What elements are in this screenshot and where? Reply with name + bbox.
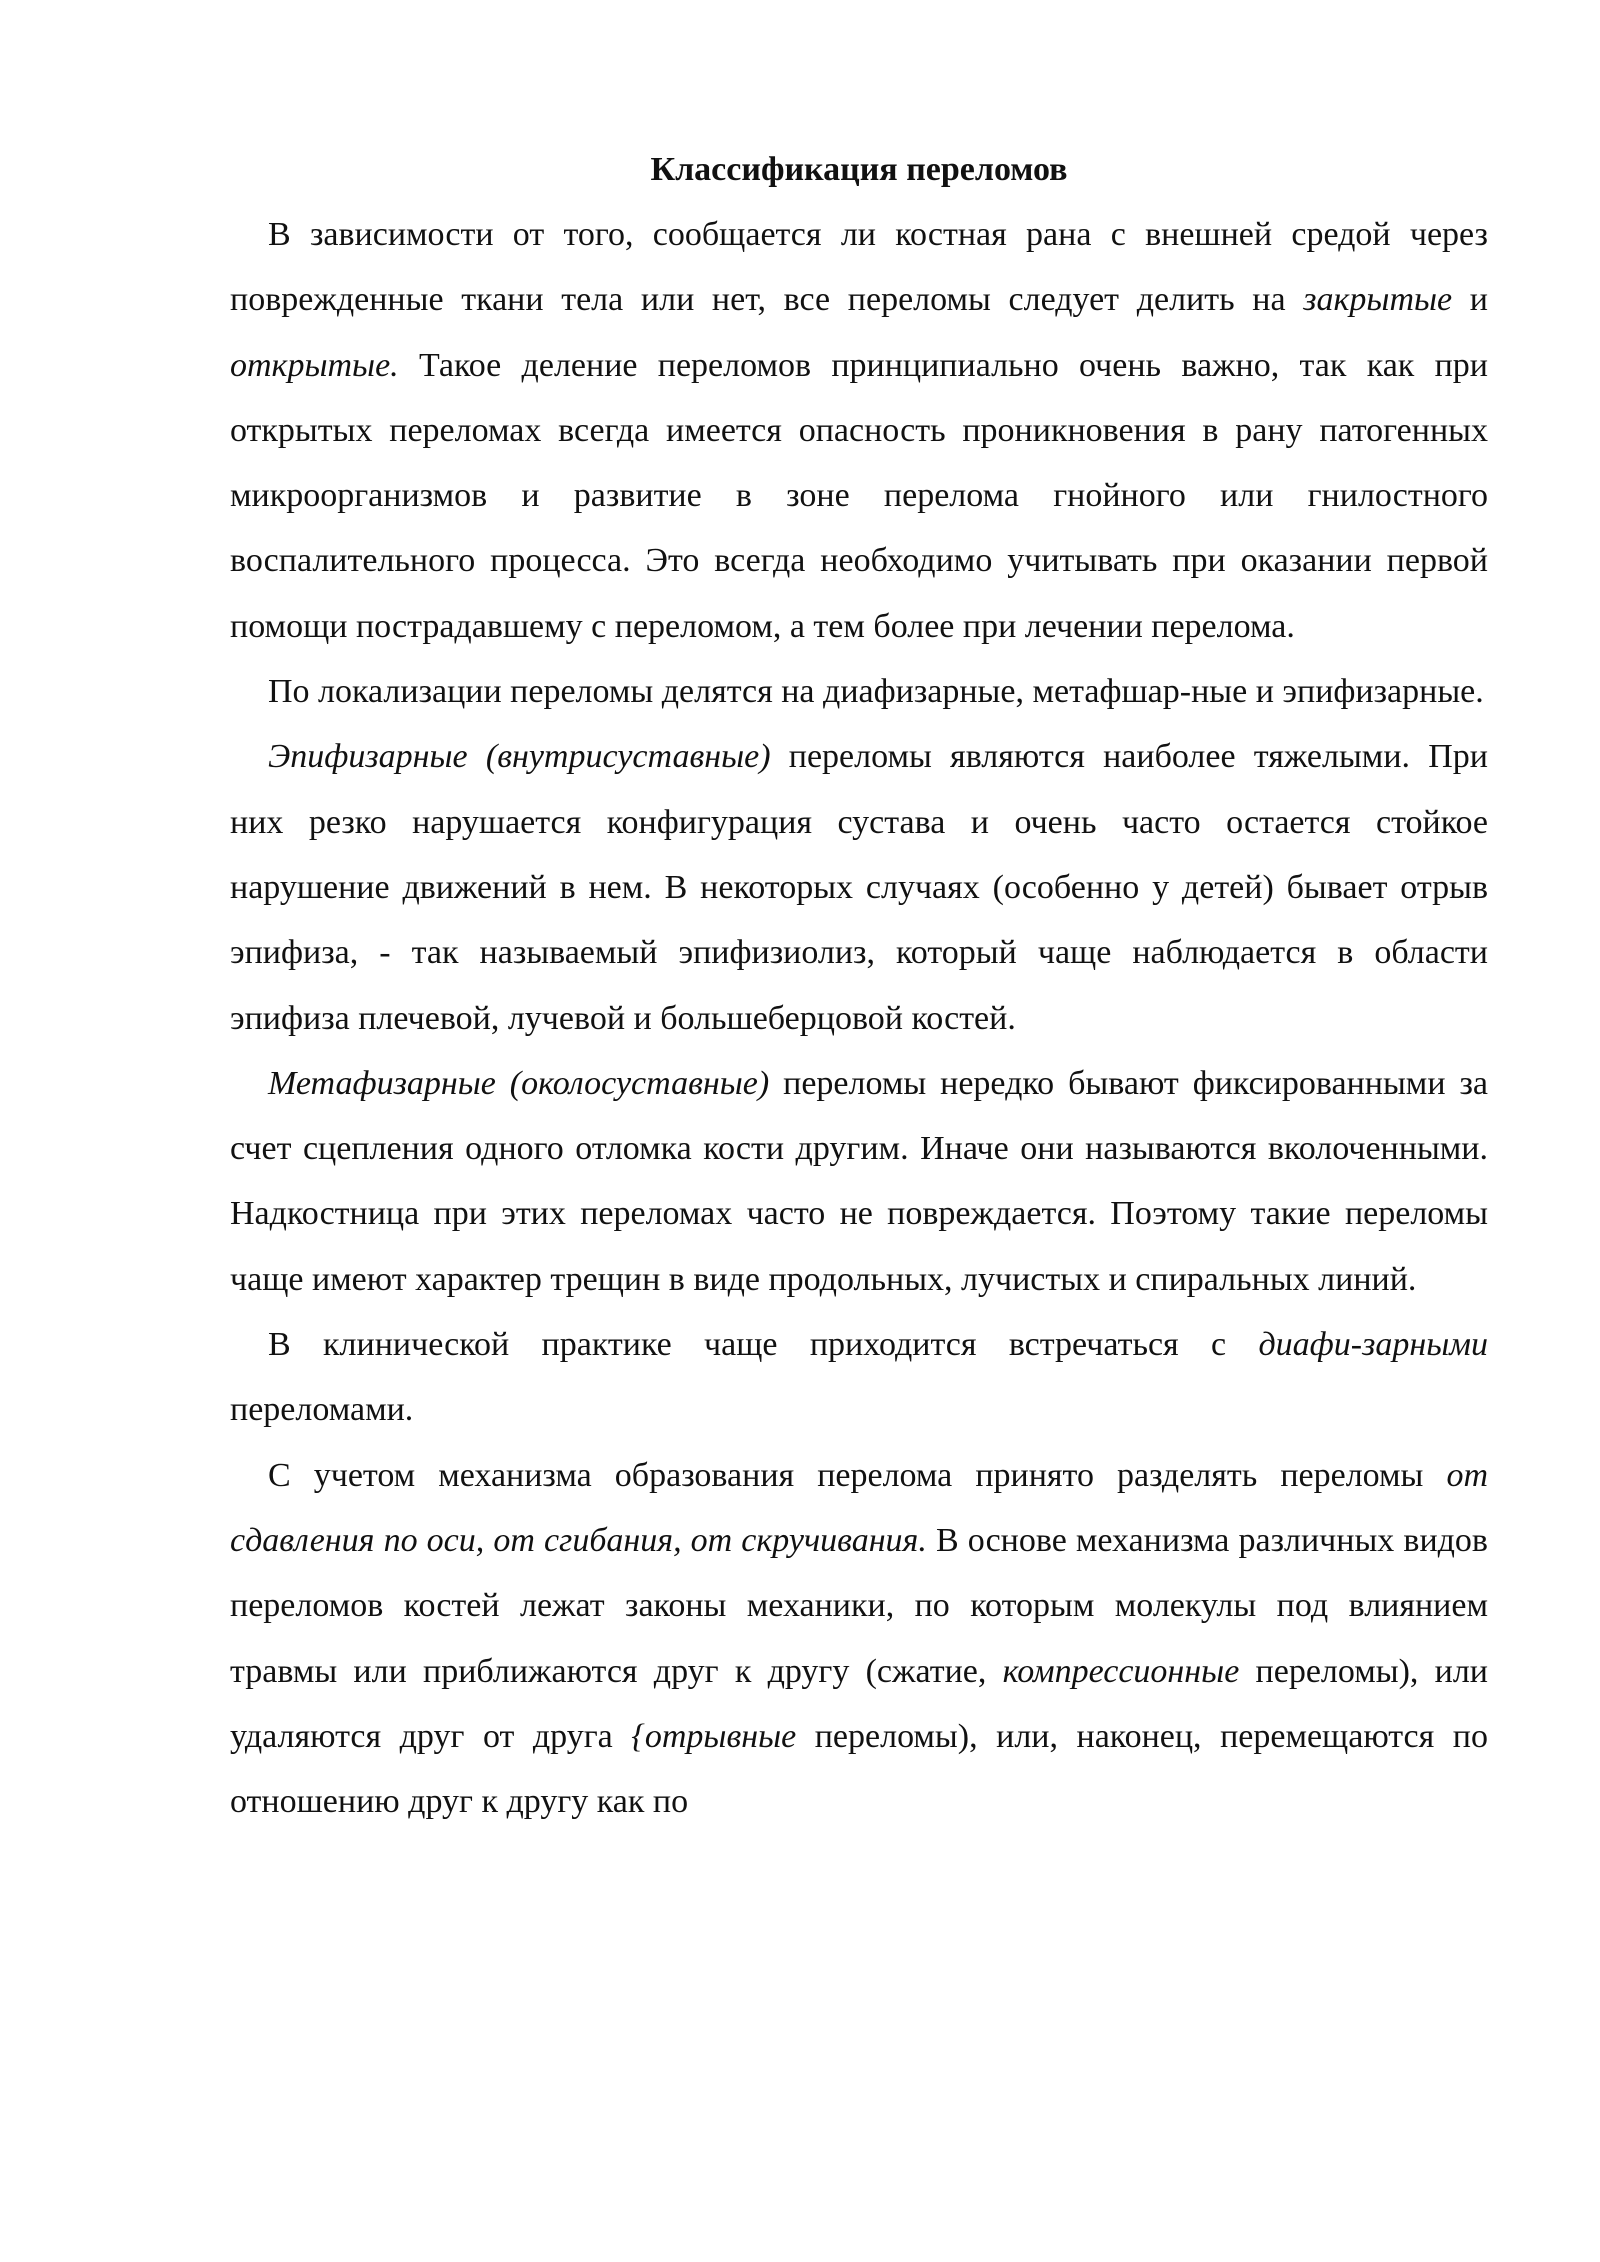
- text-run: В зависимости от того, сообщается ли костная рана с внешней средой через поврежденные ткани тела или нет, все переломы следует делить на: [230, 216, 1488, 319]
- text-run: переломами.: [230, 1391, 414, 1429]
- text-run: переломы являются наиболее тяжелыми. При них резко нарушается конфигурация сустава и очень часто остается стойкое нарушение движений в нем. В некоторых случаях (особенно у детей) бывает отрыв эпифиза, - так называемый эпифизиолиз, который чаще наблюдается в области эпифиза плечевой, лучевой и большеберцовой костей.: [230, 738, 1488, 1037]
- text-run: По локализации переломы делятся на диафизарные, метафшар-ные и эпифизарные.: [268, 673, 1484, 711]
- text-run: переломы), или удаляются друг от друга: [230, 1652, 1488, 1755]
- document-title: Классификация переломов: [650, 151, 1068, 188]
- italic-term: от сдавления по оси, от сгибания, от скручивания.: [230, 1456, 1488, 1559]
- paragraph: [230, 659, 1488, 724]
- text-run: переломы), или, наконец, перемещаются по отношению друг к другу как по: [230, 1717, 1488, 1821]
- italic-term: Метафизарные (околосуставные): [268, 1064, 770, 1102]
- paragraph: [230, 724, 1488, 1050]
- italic-term: диафи-зарными: [1258, 1326, 1488, 1364]
- italic-term: Эпифизарные (внутрисуставные): [268, 738, 771, 776]
- text-run: Такое деление переломов принципиально очень важно, так как при открытых переломах всегда имеется опасность проникновения в рану патогенных микроорганизмов и развитие в зоне перелома гнойного или гнилостного воспалительного процесса. Это всегда необходимо учитывать при оказании первой помощи пострадавшему с переломом, а тем более при лечении перелома.: [230, 346, 1488, 645]
- paragraph: [230, 1443, 1488, 1835]
- text-run: С учетом механизма образования перелома принято разделять переломы: [268, 1456, 1447, 1494]
- italic-term: открытые.: [230, 346, 399, 384]
- paragraph: [230, 1312, 1488, 1443]
- text-run: переломы нередко бывают фиксированными за счет сцепления одного отломка кости другим. Иначе они называются вколоченными. Надкостница при этих переломах часто не повреждается. Поэтому такие переломы чаще имеют характер трещин в виде продольных, лучистых и спиральных линий.: [230, 1064, 1488, 1298]
- document-body: [230, 202, 1488, 1834]
- italic-term: {отрывные: [631, 1717, 797, 1755]
- document-page: [230, 148, 1488, 1834]
- text-run: В клинической практике чаще приходится встречаться с: [268, 1326, 1259, 1364]
- paragraph: [230, 202, 1488, 659]
- text-run: и: [1452, 281, 1488, 319]
- italic-term: компрессионные: [1002, 1652, 1240, 1690]
- paragraph: [230, 1051, 1488, 1312]
- text-run: В основе механизма различных видов переломов костей лежат законы механики, по которым молекулы под влиянием травмы или приближаются друг к другу (сжатие,: [230, 1521, 1488, 1690]
- italic-term: закрытые: [1303, 281, 1453, 319]
